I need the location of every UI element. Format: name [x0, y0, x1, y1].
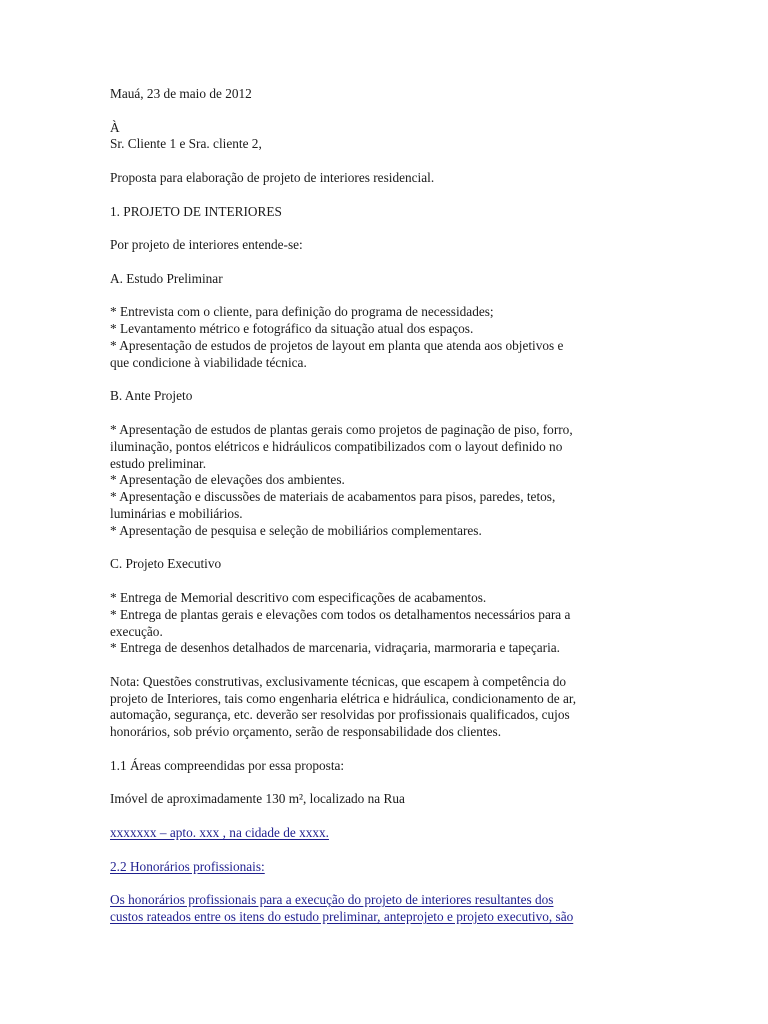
spacer	[110, 657, 670, 674]
subsection-a-line: * Levantamento métrico e fotográfico da situação atual dos espaços.	[110, 321, 474, 337]
subsection-a-title: A. Estudo Preliminar	[110, 270, 223, 286]
subject-line: Proposta para elaboração de projeto de interiores residencial.	[110, 169, 435, 185]
subsection-c-line: * Entrega de desenhos detalhados de marcenaria, vidraçaria, marmoraria e tapeçaria.	[110, 640, 561, 656]
spacer	[110, 875, 670, 892]
section-heading: 1. PROJETO DE INTERIORES	[110, 203, 282, 219]
fees-heading-link[interactable]: 2.2 Honorários profissionais:	[110, 858, 265, 874]
spacer	[110, 153, 670, 170]
subsection-b-line: estudo preliminar.	[110, 455, 207, 471]
spacer	[110, 187, 670, 204]
spacer	[110, 540, 670, 557]
spacer	[110, 808, 670, 825]
spacer	[110, 775, 670, 792]
subsection-c-line: * Entrega de plantas gerais e elevações com todos os detalhamentos necessários para a	[110, 606, 571, 622]
spacer	[110, 103, 670, 120]
spacer	[110, 573, 670, 590]
spacer	[110, 288, 670, 305]
subsection-c-title: C. Projeto Executivo	[110, 556, 222, 572]
recipient-line: Sr. Cliente 1 e Sra. cliente 2,	[110, 136, 262, 152]
subsection-b-line: * Apresentação de elevações dos ambientes.	[110, 472, 345, 488]
subsection-b-title: B. Ante Projeto	[110, 388, 193, 404]
spacer	[110, 254, 670, 271]
subsection-a-line: * Apresentação de estudos de projetos de layout em planta que atenda aos objetivos e	[110, 337, 564, 353]
subsection-a-line: * Entrevista com o cliente, para definição do programa de necessidades;	[110, 304, 494, 320]
note-line: automação, segurança, etc. deverão ser resolvidas por profissionais qualificados, cujos	[110, 707, 570, 723]
date-line: Mauá, 23 de maio de 2012	[110, 86, 252, 101]
property-line: Imóvel de aproximadamente 130 m², localizado na Rua	[110, 791, 405, 807]
subsection-b-line: luminárias e mobiliários.	[110, 505, 243, 521]
note-line: projeto de Interiores, tais como engenharia elétrica e hidráulica, condicionamento de ar,	[110, 690, 577, 706]
spacer	[110, 220, 670, 237]
address-link[interactable]: xxxxxxx – apto. xxx , na cidade de xxxx.	[110, 825, 329, 841]
note-line: honorários, sob prévio orçamento, serão de responsabilidade dos clientes.	[110, 724, 502, 740]
note-line: Nota: Questões construtivas, exclusivamente técnicas, que escapem à competência do	[110, 673, 566, 689]
subsection-c-line: execução.	[110, 623, 163, 639]
recipient-prefix: À	[110, 119, 120, 135]
fees-text-link[interactable]: Os honorários profissionais para a execução do projeto de interiores resultantes dos	[110, 892, 554, 908]
section-intro: Por projeto de interiores entende-se:	[110, 237, 303, 253]
subsection-b-line: * Apresentação de estudos de plantas gerais como projetos de paginação de piso, forro,	[110, 421, 573, 437]
spacer	[110, 405, 670, 422]
subsection-b-line: * Apresentação de pesquisa e seleção de mobiliários complementares.	[110, 522, 482, 538]
subsection-c-line: * Entrega de Memorial descritivo com especificações de acabamentos.	[110, 589, 487, 605]
subsection-b-line: * Apresentação e discussões de materiais de acabamentos para pisos, paredes, tetos,	[110, 489, 556, 505]
fees-text-link[interactable]: custos rateados entre os itens do estudo preliminar, anteprojeto e projeto executivo, são	[110, 909, 574, 925]
document-page	[110, 86, 670, 926]
spacer	[110, 741, 670, 758]
spacer	[110, 842, 670, 859]
areas-heading: 1.1 Áreas compreendidas por essa proposta:	[110, 757, 345, 773]
subsection-a-line: que condicione à viabilidade técnica.	[110, 354, 307, 370]
spacer	[110, 372, 670, 389]
subsection-b-line: iluminação, pontos elétricos e hidráulicos compatibilizados com o layout definido no	[110, 438, 563, 454]
